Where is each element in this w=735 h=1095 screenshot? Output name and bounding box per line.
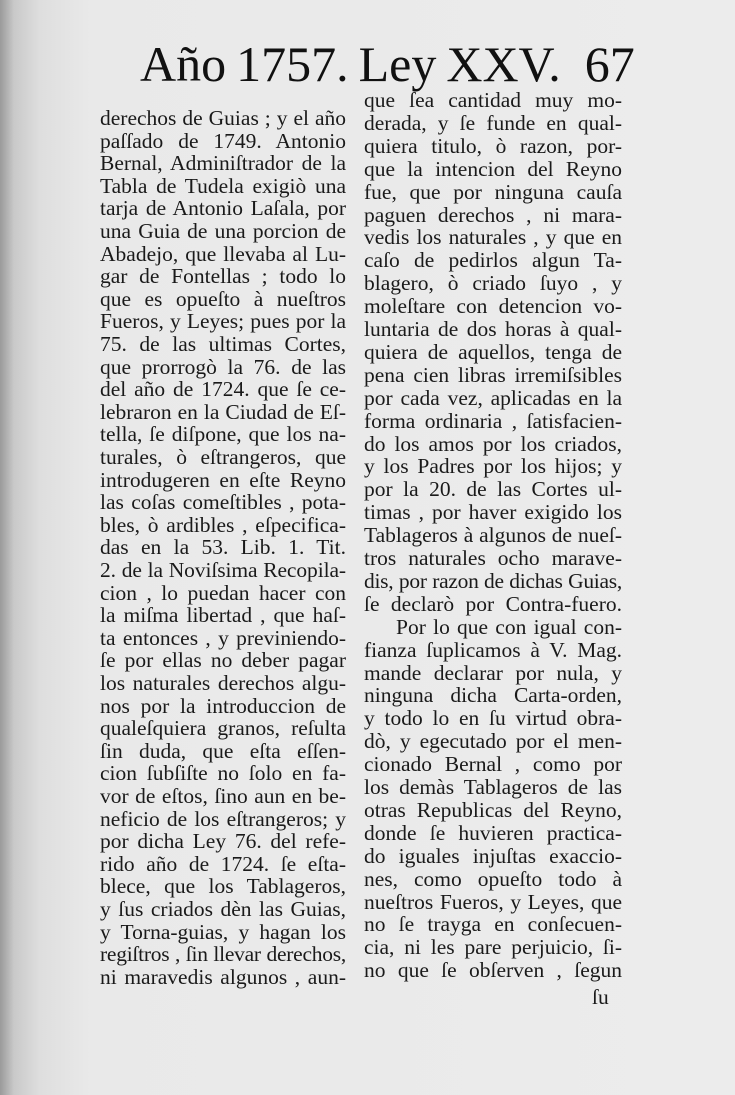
- text-line: tarja de Antonio Laſala, por: [100, 196, 346, 221]
- text-line: donde ſe huvieren practica-: [364, 820, 622, 845]
- text-line: la miſma libertad , que haſ-: [100, 603, 346, 628]
- text-line: ſe por ellas no deber pagar: [100, 648, 346, 673]
- text-line: das en la 53. Lib. 1. Tit.: [100, 535, 346, 560]
- text-line: cion ſubſiſte no ſolo en fa-: [100, 761, 346, 786]
- text-line: y todo lo en ſu virtud obra-: [364, 706, 622, 731]
- text-line: nes, como opueſto todo à: [364, 866, 622, 891]
- text-line: timas , por haver exigido los: [364, 500, 622, 525]
- text-line: que ſea cantidad muy mo-: [364, 88, 622, 112]
- header-ley: Ley: [358, 36, 437, 92]
- text-line: 2. de la Noviſsima Recopila-: [100, 558, 346, 582]
- text-line: no ſe trayga en conſecuen-: [364, 912, 622, 937]
- page-number: 67: [584, 36, 635, 92]
- text-line: Tabla de Tudela exigiò una: [100, 173, 346, 198]
- text-line: regiſtros , ſin llevar derechos,: [100, 942, 346, 967]
- text-line: dò, y egecutado por el men-: [364, 729, 622, 754]
- text-line: bles, ò ardibles , eſpecifica-: [100, 512, 346, 537]
- text-line: luntaria de dos horas à qual-: [364, 317, 622, 341]
- text-line: quiera de aquellos, tenga de: [364, 339, 622, 364]
- text-line: nueſtros Fueros, y Leyes, que: [364, 889, 622, 914]
- text-line: que la intencion del Reyno: [364, 156, 622, 181]
- text-line: Bernal, Adminiſtrador de la: [100, 151, 346, 176]
- text-line: fue, que por ninguna cauſa: [364, 179, 622, 204]
- text-line: gar de Fontellas ; todo lo: [100, 264, 346, 289]
- text-line: otras Republicas del Reyno,: [364, 797, 622, 822]
- text-line: tella, ſe diſpone, que los na-: [100, 422, 346, 447]
- header-year: 1757.: [236, 36, 349, 92]
- text-line: moleſtare con detencion vo-: [364, 294, 622, 319]
- text-line: turales, ò eſtrangeros, que: [100, 445, 346, 469]
- text-line: qualeſquiera granos, reſulta: [100, 716, 346, 741]
- catchword: ſu: [592, 985, 609, 1009]
- header-word: Año: [140, 36, 227, 92]
- text-line: los demàs Tablageros de las: [364, 775, 622, 799]
- text-line: del año de 1724. que ſe ce-: [100, 377, 346, 402]
- text-line: cionado Bernal , como por: [364, 752, 622, 777]
- text-line: no que ſe obſerven , ſegun: [364, 958, 622, 983]
- text-line: rido año de 1724. ſe eſta-: [100, 851, 346, 876]
- text-line: las coſas comeſtibles , pota-: [100, 490, 346, 515]
- text-line: ni maravedis algunos , aun-: [100, 964, 346, 989]
- text-line: cion , lo puedan hacer con: [100, 580, 346, 605]
- text-line: do los amos por los criados,: [364, 431, 622, 456]
- running-header: [140, 32, 635, 96]
- text-line: ſe declarò por Contra-fuero.: [364, 591, 622, 616]
- text-line: que es opueſto à nueſtros: [100, 286, 346, 311]
- text-line: fianza ſuplicamos à V. Mag.: [364, 637, 622, 662]
- text-line: vor de eſtos, ſino aun en be-: [100, 784, 346, 808]
- text-line: pena cien libras irremiſsibles: [364, 362, 622, 387]
- text-line: blagero, ò criado ſuyo , y: [364, 271, 622, 296]
- text-line: dis, por razon de dichas Guias,: [364, 568, 622, 593]
- text-line: por cada vez, aplicadas en la: [364, 385, 622, 410]
- text-line: ta entonces , y previniendo-: [100, 625, 346, 650]
- text-line: neficio de los eſtrangeros; y: [100, 806, 346, 831]
- text-line: nos por la introduccion de: [100, 693, 346, 718]
- text-line: Por lo que con igual con-: [396, 614, 622, 639]
- text-line: paguen derechos , ni mara-: [364, 202, 622, 227]
- text-line: Fueros, y Leyes; pues por la: [100, 309, 346, 334]
- text-line: blece, que los Tablageros,: [100, 874, 346, 899]
- text-line: mande declarar por nula, y: [364, 660, 622, 685]
- text-line: y los Padres por los hijos; y: [364, 454, 622, 479]
- text-line: tros naturales ocho marave-: [364, 546, 622, 570]
- text-line: paſſado de 1749. Antonio: [100, 128, 346, 153]
- text-line: ninguna dicha Carta-orden,: [364, 683, 622, 708]
- text-line: vedis los naturales , y que en: [364, 225, 622, 250]
- text-line: por dicha Ley 76. del refe-: [100, 829, 346, 854]
- text-line: lebraron en la Ciudad de Eſ-: [100, 399, 346, 424]
- text-line: por la 20. de las Cortes ul-: [364, 477, 622, 502]
- text-line: y ſus criados dèn las Guias,: [100, 897, 346, 921]
- text-line: forma ordinaria , ſatisfacien-: [364, 408, 622, 433]
- text-line: introdugeren en eſte Reyno: [100, 467, 346, 492]
- text-line: do iguales injuſtas exaccio-: [364, 843, 622, 868]
- text-line: derechos de Guias ; y el año: [100, 106, 346, 130]
- text-line: 75. de las ultimas Cortes,: [100, 332, 346, 356]
- text-line: una Guia de una porcion de: [100, 219, 346, 243]
- text-line: cia, ni les pare perjuicio, ſi-: [364, 935, 622, 960]
- text-line: ſin duda, que eſta eſſen-: [100, 738, 346, 763]
- text-line: quiera titulo, ò razon, por-: [364, 133, 622, 158]
- text-line: caſo de pedirlos algun Ta-: [364, 248, 622, 273]
- text-line: y Torna-guias, y hagan los: [100, 919, 346, 944]
- text-line: los naturales derechos algu-: [100, 671, 346, 695]
- text-line: derada, y ſe funde en qual-: [364, 110, 622, 135]
- header-law-number: XXV.: [446, 36, 561, 92]
- text-line: que prorrogò la 76. de las: [100, 354, 346, 379]
- text-line: Tablageros à algunos de nueſ-: [364, 523, 622, 548]
- text-line: Abadejo, que llevaba al Lu-: [100, 241, 346, 266]
